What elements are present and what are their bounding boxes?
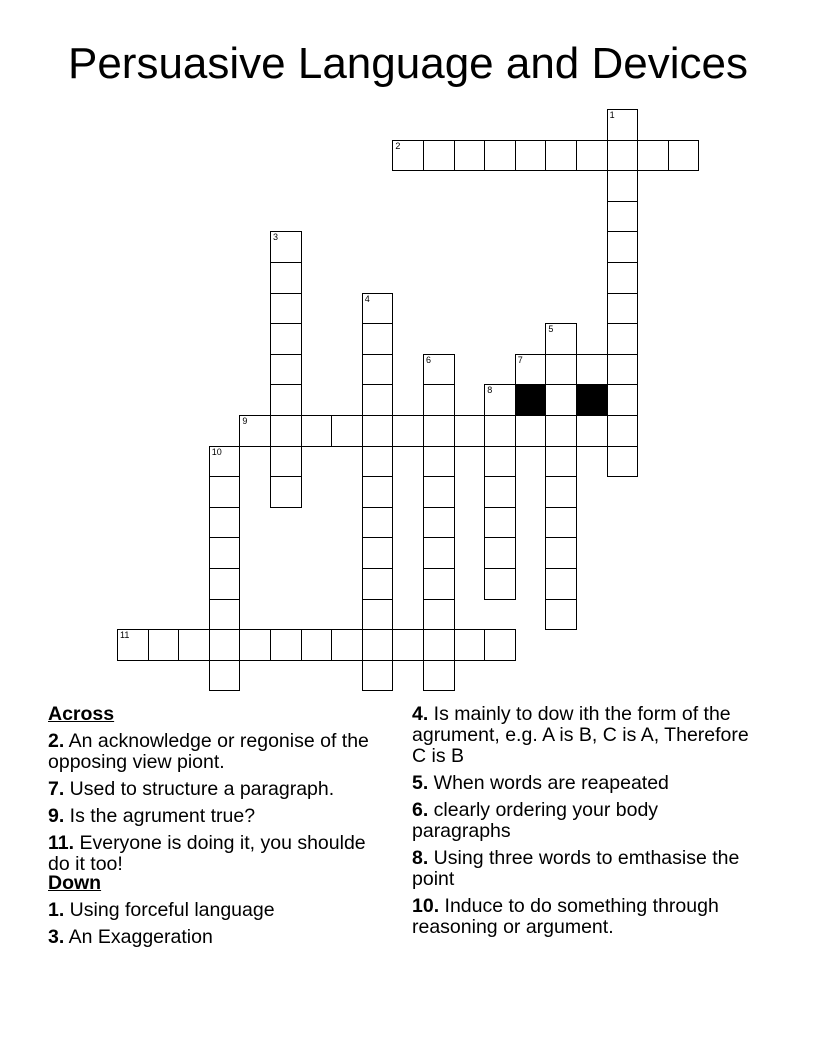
grid-cell[interactable] bbox=[270, 629, 302, 661]
clue-number: 6. bbox=[412, 799, 429, 821]
grid-cell[interactable] bbox=[270, 415, 302, 447]
cell-number: 5 bbox=[548, 324, 554, 335]
cell-number: 8 bbox=[487, 385, 493, 396]
grid-cell[interactable] bbox=[178, 629, 210, 661]
grid-cell[interactable] bbox=[515, 354, 547, 386]
grid-cell[interactable] bbox=[117, 629, 149, 661]
grid-cell[interactable] bbox=[270, 262, 302, 294]
grid-cell[interactable] bbox=[545, 140, 577, 172]
grid-cell[interactable] bbox=[484, 384, 516, 416]
grid-cell[interactable] bbox=[484, 568, 516, 600]
blocked-cell bbox=[576, 384, 608, 416]
grid-cell[interactable] bbox=[607, 415, 639, 447]
cell-number: 10 bbox=[211, 446, 222, 457]
clue-number: 7. bbox=[48, 778, 65, 800]
clue-down-1 bbox=[48, 900, 388, 921]
clue-down-4 bbox=[412, 704, 762, 767]
cell-number: 2 bbox=[395, 140, 401, 151]
clue-number: 5. bbox=[412, 772, 429, 794]
grid-cell[interactable] bbox=[423, 660, 455, 692]
grid-cell[interactable] bbox=[209, 599, 241, 631]
grid-cell[interactable] bbox=[209, 568, 241, 600]
grid-cell[interactable] bbox=[392, 629, 424, 661]
grid-cell[interactable] bbox=[545, 415, 577, 447]
grid-cell[interactable] bbox=[270, 384, 302, 416]
cell-number: 4 bbox=[364, 293, 370, 304]
cell-number: 6 bbox=[426, 354, 432, 365]
grid-cell[interactable] bbox=[301, 629, 333, 661]
grid-cell[interactable] bbox=[239, 629, 271, 661]
clue-down-3 bbox=[48, 927, 388, 948]
grid-cell[interactable] bbox=[209, 476, 241, 508]
grid-cell[interactable] bbox=[576, 140, 608, 172]
grid-cell[interactable] bbox=[209, 629, 241, 661]
clue-down-5 bbox=[412, 773, 762, 794]
grid-cell[interactable] bbox=[607, 201, 639, 233]
grid-cell[interactable] bbox=[607, 109, 639, 141]
grid-cell[interactable] bbox=[484, 415, 516, 447]
grid-cell[interactable] bbox=[270, 293, 302, 325]
clue-number: 1. bbox=[48, 899, 65, 921]
grid-cell[interactable] bbox=[545, 354, 577, 386]
clue-text: Using forceful language bbox=[64, 899, 275, 921]
clue-text: Is mainly to dow ith the form of the agrument, e.g. A is B, C is A, Therefore C is B bbox=[412, 703, 749, 767]
clue-down-10 bbox=[412, 896, 762, 938]
grid-cell[interactable] bbox=[392, 140, 424, 172]
grid-cell[interactable] bbox=[331, 629, 363, 661]
clue-number: 11. bbox=[48, 832, 75, 854]
grid-cell[interactable] bbox=[454, 629, 486, 661]
clue-down-8 bbox=[412, 848, 762, 890]
grid-cell[interactable] bbox=[484, 507, 516, 539]
cell-number: 9 bbox=[242, 416, 248, 426]
grid-cell[interactable] bbox=[576, 354, 608, 386]
grid-cell[interactable] bbox=[545, 507, 577, 539]
grid-cell[interactable] bbox=[423, 354, 455, 386]
clue-across-7 bbox=[48, 779, 388, 800]
grid-cell[interactable] bbox=[392, 415, 424, 447]
clue-number: 2. bbox=[48, 730, 65, 752]
grid-cell[interactable] bbox=[362, 476, 394, 508]
grid-cell[interactable] bbox=[545, 446, 577, 478]
grid-cell[interactable] bbox=[362, 384, 394, 416]
grid-cell[interactable] bbox=[362, 568, 394, 600]
grid-cell[interactable] bbox=[209, 507, 241, 539]
blocked-cell bbox=[515, 384, 547, 416]
clue-across-2 bbox=[48, 731, 388, 773]
grid-cell[interactable] bbox=[484, 446, 516, 478]
grid-cell[interactable] bbox=[270, 231, 302, 263]
grid-cell[interactable] bbox=[607, 170, 639, 202]
clue-text: An acknowledge or regonise of the opposing view piont. bbox=[48, 730, 369, 773]
clue-number: 10. bbox=[412, 895, 440, 917]
grid-cell[interactable] bbox=[362, 599, 394, 631]
grid-cell[interactable] bbox=[423, 140, 455, 172]
grid-cell[interactable] bbox=[423, 537, 455, 569]
grid-cell[interactable] bbox=[423, 446, 455, 478]
grid-cell[interactable] bbox=[545, 323, 577, 355]
grid-cell[interactable] bbox=[362, 537, 394, 569]
clues-left-column bbox=[48, 704, 388, 954]
clues-right-column bbox=[412, 704, 762, 944]
grid-cell[interactable] bbox=[209, 660, 241, 692]
cell-number: 11 bbox=[120, 630, 130, 641]
grid-cell[interactable] bbox=[607, 384, 639, 416]
grid-cell[interactable] bbox=[331, 415, 363, 447]
grid-cell[interactable] bbox=[423, 599, 455, 631]
grid-cell[interactable] bbox=[607, 446, 639, 478]
grid-cell[interactable] bbox=[545, 384, 577, 416]
grid-cell[interactable] bbox=[484, 629, 516, 661]
clue-number: 8. bbox=[412, 847, 429, 869]
clue-text: Using three words to emthasise the point bbox=[412, 847, 740, 890]
grid-cell[interactable] bbox=[423, 568, 455, 600]
grid-cell[interactable] bbox=[607, 231, 639, 263]
grid-cell[interactable] bbox=[607, 262, 639, 294]
grid-cell[interactable] bbox=[515, 140, 547, 172]
grid-cell[interactable] bbox=[362, 629, 394, 661]
clue-number: 3. bbox=[48, 926, 65, 948]
grid-cell[interactable] bbox=[270, 476, 302, 508]
grid-cell[interactable] bbox=[484, 537, 516, 569]
grid-cell[interactable] bbox=[607, 140, 639, 172]
grid-cell[interactable] bbox=[545, 476, 577, 508]
grid-cell[interactable] bbox=[454, 140, 486, 172]
grid-cell[interactable] bbox=[239, 415, 271, 447]
across-clue-list bbox=[48, 731, 388, 875]
grid-cell[interactable] bbox=[484, 476, 516, 508]
grid-cell[interactable] bbox=[270, 323, 302, 355]
grid-cell[interactable] bbox=[362, 354, 394, 386]
grid-cell[interactable] bbox=[607, 354, 639, 386]
clue-across-11 bbox=[48, 833, 388, 875]
cell-number: 7 bbox=[517, 354, 523, 365]
clue-text: An Exaggeration bbox=[64, 926, 213, 948]
grid-cell[interactable] bbox=[545, 537, 577, 569]
grid-cell[interactable] bbox=[423, 629, 455, 661]
clue-text: When words are reapeated bbox=[428, 772, 669, 794]
down-clue-list-left bbox=[48, 900, 388, 948]
grid-cell[interactable] bbox=[362, 323, 394, 355]
grid-cell[interactable] bbox=[545, 568, 577, 600]
grid-cell[interactable] bbox=[454, 415, 486, 447]
grid-cell[interactable] bbox=[362, 415, 394, 447]
clue-text: clearly ordering your body paragraphs bbox=[412, 799, 659, 842]
across-heading: Across bbox=[48, 703, 115, 725]
grid-cell[interactable] bbox=[607, 293, 639, 325]
grid-cell[interactable] bbox=[270, 446, 302, 478]
grid-cell[interactable] bbox=[362, 293, 394, 325]
grid-cell[interactable] bbox=[301, 415, 333, 447]
grid-cell[interactable] bbox=[576, 415, 608, 447]
grid-cell[interactable] bbox=[423, 507, 455, 539]
cell-number: 3 bbox=[273, 232, 279, 243]
clue-down-6 bbox=[412, 800, 762, 842]
grid-cell[interactable] bbox=[209, 446, 241, 478]
grid-cell[interactable] bbox=[362, 507, 394, 539]
grid-cell[interactable] bbox=[362, 446, 394, 478]
clues-section bbox=[0, 700, 816, 1020]
down-heading: Down bbox=[48, 872, 102, 894]
grid-cell[interactable] bbox=[484, 140, 516, 172]
page-title: Persuasive Language and Devices bbox=[67, 39, 748, 88]
grid-cell[interactable] bbox=[362, 660, 394, 692]
grid-cell[interactable] bbox=[270, 354, 302, 386]
clue-text: Induce to do something through reasoning or argument. bbox=[412, 895, 719, 938]
grid-cell[interactable] bbox=[423, 384, 455, 416]
cell-number: 1 bbox=[609, 110, 615, 120]
grid-cell[interactable] bbox=[209, 537, 241, 569]
grid-cell[interactable] bbox=[148, 629, 180, 661]
grid-cell[interactable] bbox=[515, 415, 547, 447]
clue-number: 4. bbox=[412, 703, 429, 725]
clue-number: 9. bbox=[48, 805, 65, 827]
clue-text: Used to structure a paragraph. bbox=[64, 778, 335, 800]
clue-text: Everyone is doing it, you shoulde do it too! bbox=[48, 832, 366, 875]
grid-cell[interactable] bbox=[423, 415, 455, 447]
grid-cell[interactable] bbox=[637, 140, 669, 172]
grid-cell[interactable] bbox=[607, 323, 639, 355]
clue-text: Is the agrument true? bbox=[64, 805, 256, 827]
grid-cell[interactable] bbox=[668, 140, 700, 172]
grid-cell[interactable] bbox=[423, 476, 455, 508]
grid-cell[interactable] bbox=[545, 599, 577, 631]
clue-across-9 bbox=[48, 806, 388, 827]
